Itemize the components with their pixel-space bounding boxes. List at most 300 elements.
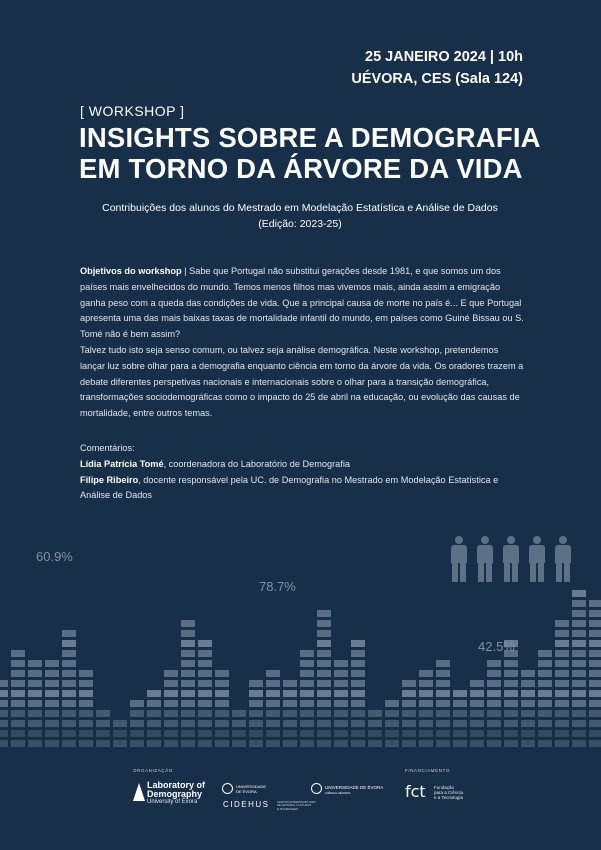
bar-block xyxy=(283,700,297,707)
bar-block xyxy=(181,660,195,667)
funding-label: FINANCIAMENTO xyxy=(405,768,450,773)
bar-block xyxy=(334,710,348,717)
bar-block xyxy=(181,730,195,737)
bar-block xyxy=(79,710,93,717)
subtitle-line-1: Contribuições dos alunos do Mestrado em Modelação Estatística e Análise de Dados xyxy=(102,202,498,214)
bar-block xyxy=(79,700,93,707)
bar-block xyxy=(572,630,586,637)
bar-block xyxy=(521,690,535,697)
bar-block xyxy=(0,680,8,687)
bar-block xyxy=(266,670,280,677)
commentator-1-name: Lídia Patrícia Tomé xyxy=(80,458,164,469)
bar-block xyxy=(538,730,552,737)
bar-block xyxy=(538,680,552,687)
bar-block xyxy=(385,700,399,707)
bar-block xyxy=(555,650,569,657)
bar-block xyxy=(0,710,8,717)
bar-block xyxy=(436,740,450,747)
comments-heading: Comentários: xyxy=(80,443,135,453)
bar-block xyxy=(28,710,42,717)
person-icon xyxy=(501,536,521,582)
bar-block xyxy=(317,650,331,657)
bar-block xyxy=(300,710,314,717)
bar-block xyxy=(589,660,601,667)
bar-block xyxy=(453,720,467,727)
bar-block xyxy=(334,680,348,687)
bar-block xyxy=(62,640,76,647)
bar-block xyxy=(351,710,365,717)
bar-block xyxy=(538,700,552,707)
bar-block xyxy=(0,690,8,697)
bar-block xyxy=(351,650,365,657)
bar-block xyxy=(79,670,93,677)
bar-block xyxy=(555,740,569,747)
bar-block xyxy=(538,740,552,747)
bar-block xyxy=(334,740,348,747)
bar-block xyxy=(521,710,535,717)
bar-block xyxy=(96,740,110,747)
bar-block xyxy=(130,720,144,727)
bar-block xyxy=(453,710,467,717)
bar-block xyxy=(572,590,586,597)
bar-block xyxy=(572,680,586,687)
bar-block xyxy=(487,680,501,687)
bar-block xyxy=(0,730,8,737)
page-title xyxy=(79,122,541,184)
bar-block xyxy=(164,670,178,677)
bar-block xyxy=(334,730,348,737)
bar-block xyxy=(147,730,161,737)
bar-block xyxy=(249,690,263,697)
bar-block xyxy=(589,640,601,647)
bar-block xyxy=(45,690,59,697)
bar-block xyxy=(453,690,467,697)
bar-block xyxy=(147,720,161,727)
bar-block xyxy=(521,730,535,737)
person-icon xyxy=(475,536,495,582)
abstract-heading: Objetivos do workshop xyxy=(80,266,182,276)
bar-block xyxy=(555,720,569,727)
bar-block xyxy=(283,710,297,717)
bar-block xyxy=(419,670,433,677)
bar-block xyxy=(28,730,42,737)
seal-icon xyxy=(222,783,233,794)
bar-block xyxy=(62,720,76,727)
bar-block xyxy=(11,710,25,717)
bar-block xyxy=(504,730,518,737)
bar-block xyxy=(368,710,382,717)
bar-block xyxy=(470,690,484,697)
bar-block xyxy=(385,720,399,727)
workshop-tag: [ WORKSHOP ] xyxy=(80,103,185,119)
bar-block xyxy=(402,720,416,727)
bar-block xyxy=(0,740,8,747)
subtitle xyxy=(60,200,540,232)
bar-block xyxy=(419,690,433,697)
event-location: UÉVORA, CES (Sala 124) xyxy=(351,71,523,87)
bar-block xyxy=(164,730,178,737)
bar-block xyxy=(589,600,601,607)
bar-block xyxy=(555,660,569,667)
commentator-1 xyxy=(80,457,525,473)
lod-line-2: Demography xyxy=(147,789,203,799)
bar-block xyxy=(45,710,59,717)
bar-block xyxy=(249,720,263,727)
bar-block xyxy=(45,670,59,677)
bar-block xyxy=(572,600,586,607)
bar-block xyxy=(300,670,314,677)
bar-block xyxy=(28,720,42,727)
bar-block xyxy=(572,610,586,617)
bar-block xyxy=(555,620,569,627)
bar-block xyxy=(589,720,601,727)
bar-block xyxy=(198,680,212,687)
lod-line-1: Laboratory of xyxy=(147,780,206,790)
bar-block xyxy=(147,690,161,697)
cidehus-sub-3: E SOCIEDADES xyxy=(277,806,298,811)
title-line-2: EM TORNO DA ÁRVORE DA VIDA xyxy=(79,153,523,184)
bar-block xyxy=(334,690,348,697)
bar-block xyxy=(317,670,331,677)
bar-block xyxy=(487,670,501,677)
bar-block xyxy=(334,670,348,677)
bar-block xyxy=(11,670,25,677)
bar-block xyxy=(232,720,246,727)
bar-block xyxy=(419,730,433,737)
bar-block xyxy=(164,740,178,747)
bar-block xyxy=(368,740,382,747)
bar-block xyxy=(402,710,416,717)
bar-block xyxy=(504,710,518,717)
bar-block xyxy=(402,700,416,707)
bar-block xyxy=(317,690,331,697)
bar-block xyxy=(283,740,297,747)
bar-block xyxy=(589,700,601,707)
bar-block xyxy=(130,730,144,737)
bar-block xyxy=(555,730,569,737)
bar-block xyxy=(487,720,501,727)
bar-block xyxy=(555,630,569,637)
bar-block xyxy=(487,690,501,697)
bar-block xyxy=(419,680,433,687)
bar-block xyxy=(385,740,399,747)
title-line-1: INSIGHTS SOBRE A DEMOGRAFIA xyxy=(79,122,541,153)
bar-block xyxy=(436,660,450,667)
bar-block xyxy=(181,630,195,637)
bar-block xyxy=(351,730,365,737)
bar-block xyxy=(181,710,195,717)
bar-block xyxy=(198,640,212,647)
bar-block xyxy=(300,740,314,747)
bar-block xyxy=(79,690,93,697)
bar-block xyxy=(589,690,601,697)
bar-block xyxy=(555,700,569,707)
bar-block xyxy=(572,710,586,717)
organization-label: ORGANIZAÇÃO xyxy=(133,768,173,773)
bar-block xyxy=(62,700,76,707)
bar-block xyxy=(198,720,212,727)
bar-block xyxy=(215,700,229,707)
bar-block xyxy=(300,650,314,657)
lod-line-3: University of Évora xyxy=(147,799,198,805)
bar-block xyxy=(147,700,161,707)
bar-block xyxy=(521,740,535,747)
bar-block xyxy=(198,740,212,747)
bar-block xyxy=(436,680,450,687)
bar-block xyxy=(300,720,314,727)
bar-block xyxy=(504,670,518,677)
bar-block xyxy=(538,710,552,717)
bar-block xyxy=(266,700,280,707)
bar-block xyxy=(453,700,467,707)
bar-block xyxy=(62,680,76,687)
bar-block xyxy=(164,710,178,717)
ue2-line-1: UNIVERSIDADE DE ÉVORA xyxy=(325,785,384,790)
bar-block xyxy=(164,700,178,707)
bar-block xyxy=(79,730,93,737)
bar-block xyxy=(504,660,518,667)
bar-block xyxy=(79,740,93,747)
bar-block xyxy=(62,740,76,747)
bar-block xyxy=(470,740,484,747)
bar-block xyxy=(11,720,25,727)
bar-block xyxy=(300,680,314,687)
bar-block xyxy=(436,730,450,737)
bar-block xyxy=(232,730,246,737)
bar-block xyxy=(28,670,42,677)
commentator-2-role: , docente responsável pela UC. de Demografia no Mestrado em Modelação Estatística e Análise de Dados xyxy=(80,474,499,501)
fct-line-3: e a Tecnologia xyxy=(434,795,463,801)
bar-block xyxy=(572,730,586,737)
event-date-time: 25 JANEIRO 2024 | 10h xyxy=(365,49,523,65)
bar-block xyxy=(385,730,399,737)
bar-block xyxy=(538,670,552,677)
bar-block xyxy=(215,690,229,697)
bar-block xyxy=(266,730,280,737)
event-info xyxy=(351,46,523,90)
bar-block xyxy=(11,650,25,657)
bar-block xyxy=(487,700,501,707)
bar-block xyxy=(436,690,450,697)
bar-block xyxy=(283,730,297,737)
bar-block xyxy=(538,690,552,697)
bar-block xyxy=(283,690,297,697)
bar-block xyxy=(232,740,246,747)
bar-block xyxy=(28,680,42,687)
cidehus-subtitle xyxy=(277,801,316,811)
bar-block xyxy=(62,660,76,667)
bar-block xyxy=(470,730,484,737)
bar-block xyxy=(317,710,331,717)
bar-block xyxy=(28,660,42,667)
bar-block xyxy=(334,660,348,667)
bar-block xyxy=(62,730,76,737)
bar-block xyxy=(504,720,518,727)
decor-percent-3: 42.5% xyxy=(478,639,515,654)
bar-block xyxy=(589,610,601,617)
bar-block xyxy=(351,720,365,727)
bar-block xyxy=(521,700,535,707)
bar-block xyxy=(572,690,586,697)
abstract-text-1: | Sabe que Portugal não substitui gerações desde 1981, e que somos um dos países mais envelhecidos do mundo. Temos menos filhos mas vivemos mais, ainda assim a emigração ganha peso com a queda das condições de vida. Que a principal causa de morte no país é... E que Portugal apresenta uma das mais baixas taxas de mortalidade infantil do mundo, em países como Guiné Bissau ou S. Tomé não é bem assim? xyxy=(80,266,524,340)
bar-block xyxy=(249,700,263,707)
bar-block xyxy=(555,670,569,677)
bar-block xyxy=(521,670,535,677)
bar-block xyxy=(402,690,416,697)
bar-block xyxy=(11,740,25,747)
bar-block xyxy=(96,720,110,727)
bar-block xyxy=(368,720,382,727)
bar-block xyxy=(334,720,348,727)
bar-block xyxy=(453,730,467,737)
bar-block xyxy=(113,730,127,737)
bar-block xyxy=(300,660,314,667)
bar-block xyxy=(45,700,59,707)
bar-block xyxy=(198,730,212,737)
bar-block xyxy=(589,650,601,657)
bar-block xyxy=(572,720,586,727)
bar-block xyxy=(11,690,25,697)
bar-block xyxy=(266,690,280,697)
abstract xyxy=(80,264,525,422)
bar-block xyxy=(45,660,59,667)
bar-block xyxy=(589,680,601,687)
bar-block xyxy=(317,640,331,647)
bar-block xyxy=(215,710,229,717)
bar-block xyxy=(215,680,229,687)
bar-block xyxy=(28,740,42,747)
bar-block xyxy=(147,740,161,747)
decorative-bar-graphic xyxy=(0,495,601,760)
bar-block xyxy=(164,690,178,697)
bar-block xyxy=(45,720,59,727)
person-icon xyxy=(449,536,469,582)
abstract-paragraph-2: Talvez tudo isto seja senso comum, ou talvez seja análise demográfica. Neste workshop, pretendemos lançar luz sobre olhar para a demografia enquanto ciência em torno da árvore da vida. Os oradores trazem a debate diferentes perspetivas nacionais e internacionais sobre o olhar para a transição demográfica, transformações sociodemográficas como o impacto do 25 de abril na educação, ou evolução das causas de mortalidade, entre outros temas. xyxy=(80,344,524,419)
fct-logo: fct xyxy=(405,782,426,801)
cidehus-logo: CIDEHUS xyxy=(223,800,270,809)
bar-block xyxy=(283,680,297,687)
triangle-logo-icon xyxy=(133,783,145,801)
bar-block xyxy=(504,700,518,707)
bar-block xyxy=(11,700,25,707)
bar-block xyxy=(317,700,331,707)
bar-block xyxy=(181,670,195,677)
bar-block xyxy=(181,690,195,697)
bar-block xyxy=(181,620,195,627)
bar-block xyxy=(198,710,212,717)
fct-line-2: para a Ciência xyxy=(434,790,464,796)
bar-block xyxy=(198,650,212,657)
bar-block xyxy=(96,710,110,717)
bar-block xyxy=(453,740,467,747)
bar-block xyxy=(589,620,601,627)
bar-block xyxy=(113,740,127,747)
bar-block xyxy=(589,740,601,747)
bar-block xyxy=(317,660,331,667)
bar-block xyxy=(45,680,59,687)
bar-block xyxy=(487,740,501,747)
bar-block xyxy=(589,670,601,677)
bar-block xyxy=(249,740,263,747)
bar-block xyxy=(198,670,212,677)
bar-block xyxy=(181,650,195,657)
commentator-1-role: , coordenadora do Laboratório de Demografia xyxy=(163,458,350,469)
bar-block xyxy=(555,690,569,697)
bar-block xyxy=(419,740,433,747)
bar-block xyxy=(572,640,586,647)
bar-block xyxy=(504,690,518,697)
bar-block xyxy=(249,680,263,687)
decor-percent-1: 60.9% xyxy=(36,549,73,564)
bar-block xyxy=(164,720,178,727)
bar-block xyxy=(487,660,501,667)
ue-line-1: UNIVERSIDADE xyxy=(236,784,267,789)
commentator-2-name: Filipe Ribeiro xyxy=(80,474,139,485)
bar-block xyxy=(351,740,365,747)
bar-block xyxy=(45,740,59,747)
bar-block xyxy=(521,680,535,687)
bar-block xyxy=(0,720,8,727)
bar-block xyxy=(436,720,450,727)
bar-block xyxy=(266,710,280,717)
fct-subtitle xyxy=(434,785,463,801)
bar-block xyxy=(317,740,331,747)
bar-block xyxy=(215,730,229,737)
bar-block xyxy=(28,690,42,697)
bar-block xyxy=(215,670,229,677)
bar-block xyxy=(572,670,586,677)
bar-block xyxy=(351,680,365,687)
bar-block xyxy=(300,700,314,707)
ue2-line-2: CIÊNCIA UÉVORA xyxy=(325,791,351,795)
bar-block xyxy=(351,660,365,667)
bar-block xyxy=(0,700,8,707)
bar-block xyxy=(538,720,552,727)
bar-block xyxy=(504,740,518,747)
bar-block xyxy=(147,710,161,717)
bar-block xyxy=(351,640,365,647)
bar-block xyxy=(317,610,331,617)
bar-block xyxy=(317,630,331,637)
bar-block xyxy=(181,720,195,727)
bar-block xyxy=(555,710,569,717)
abstract-paragraph-1 xyxy=(80,264,525,343)
bar-block xyxy=(572,700,586,707)
bar-block xyxy=(589,730,601,737)
people-icons xyxy=(449,536,573,582)
bar-block xyxy=(300,730,314,737)
bar-block xyxy=(368,730,382,737)
bar-block xyxy=(62,630,76,637)
bar-block xyxy=(181,640,195,647)
bar-block xyxy=(198,660,212,667)
bar-block xyxy=(487,730,501,737)
bar-block xyxy=(351,670,365,677)
bar-block xyxy=(555,640,569,647)
bar-block xyxy=(62,650,76,657)
bar-block xyxy=(487,710,501,717)
bar-block xyxy=(504,680,518,687)
bar-block xyxy=(215,740,229,747)
bar-block xyxy=(419,710,433,717)
ue-line-2: DE ÉVORA xyxy=(236,789,257,794)
decor-percent-2: 78.7% xyxy=(259,579,296,594)
bar-block xyxy=(555,680,569,687)
bar-block xyxy=(164,680,178,687)
bar-block xyxy=(317,680,331,687)
bar-block xyxy=(436,670,450,677)
bar-block xyxy=(11,660,25,667)
